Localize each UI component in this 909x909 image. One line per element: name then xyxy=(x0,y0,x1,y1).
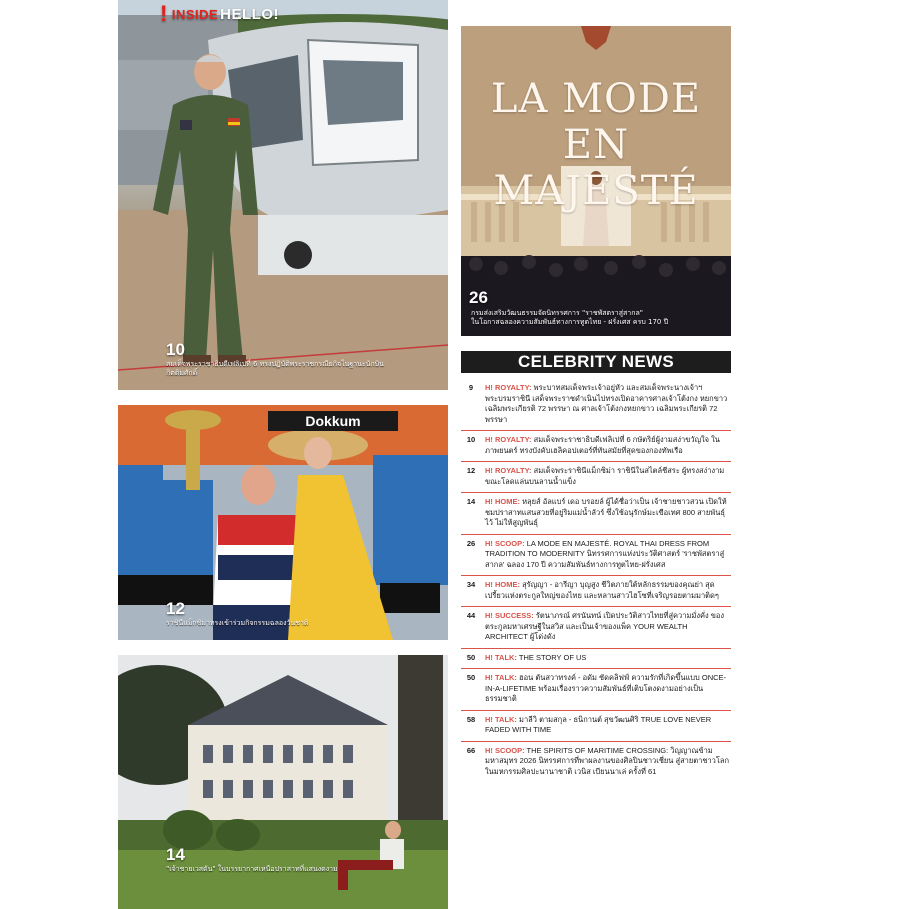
news-item[interactable] xyxy=(461,742,731,783)
news-body xyxy=(481,649,586,669)
news-page-number: 50 xyxy=(466,652,476,662)
helicopter-scene-illustration xyxy=(118,0,448,390)
news-body xyxy=(481,711,731,741)
news-text: สมเด็จพระราชาธิบดีเฟลิเปที่ 6 กษัตริย์ผู้งามสง่าขวัญใจ ในภาพยนตร์ ทรงบังคับเฮลิคอปเตอร์ที่ทันสมัยที่สุดของกองทัพเรือ xyxy=(485,435,720,455)
news-category: H! TALK: xyxy=(485,673,517,682)
news-item[interactable] xyxy=(461,576,731,607)
news-text: สุรัญญา - อารีญา บุญสูง ชีวิตภายใต้หลักธรรมของคุณย่า สุดเปรี้ยวแห่งตระกูลใหญ่ของไทย และหลานสาวไฮโซที่เจริญรอยตามมาติดๆ xyxy=(485,580,719,600)
news-item[interactable] xyxy=(461,379,731,431)
news-item[interactable] xyxy=(461,711,731,742)
news-body xyxy=(481,742,731,783)
news-category: H! SCOOP: xyxy=(485,538,525,548)
celebrity-news-list xyxy=(461,379,731,782)
news-text: LA MODE EN MAJESTÉ. ROYAL THAI DRESS FROM TRADITION TO MODERNITY นิทรรศการแห่งประวัติศาสตร์ 'ราชพัสตราสู่สากล' ฉลอง 170 ปี ความสัมพันธ์ทางการทูตไทย-ฝรั่งเศส xyxy=(485,538,725,569)
news-item[interactable] xyxy=(461,607,731,649)
photo-caption xyxy=(471,309,726,327)
photo-caption: ราชินีแม็กซิม่าทรงเข้าร่วมกิจกรรมฉลองวันชาติ xyxy=(166,619,309,627)
news-body xyxy=(481,462,731,492)
news-page-number: 9 xyxy=(468,383,474,392)
news-page-number: 50 xyxy=(466,673,476,682)
photo-chateau xyxy=(118,655,448,909)
magazine-header xyxy=(160,3,279,25)
photo-band-celebration xyxy=(118,405,448,640)
news-item[interactable] xyxy=(461,535,731,577)
news-page-number: 14 xyxy=(466,497,476,506)
news-category: H! TALK: xyxy=(485,652,517,662)
news-body xyxy=(481,379,731,430)
photo-caption-line-1: กรมส่งเสริมวัฒนธรรมจัดนิทรรศการ "ราชพัสตราสู่สากล" xyxy=(471,309,643,317)
photo-page-number: 14 xyxy=(166,845,185,864)
news-item[interactable] xyxy=(461,462,731,493)
news-body xyxy=(481,535,731,576)
photo-exhibition xyxy=(461,26,731,336)
news-text: THE STORY OF US xyxy=(518,652,587,662)
news-category: H! SUCCESS: xyxy=(485,611,534,620)
news-category: H! ROYALTY: xyxy=(485,435,532,444)
news-page-number: 44 xyxy=(466,611,476,620)
photo-helicopter-pilot xyxy=(118,0,448,390)
news-text: รัตนาภรณ์ ศรนันทน์ เปิดประวัติสาวไทยที่สู่ความมั่งคั่ง ของตระกูลมหาเศรษฐีในสวิส และเป็นเจ้าของแพ็ค YOUR WEALTH ARCHITECT ผู้โด่งดัง xyxy=(485,611,725,641)
header-brand: HELLO! xyxy=(220,5,279,23)
photo-caption-line-2: ในโอกาสฉลองความสัมพันธ์ทางการทูตไทย - ฝรั่งเศส ครบ 170 ปี xyxy=(471,318,669,326)
news-category: H! ROYALTY: xyxy=(485,383,532,392)
celebrity-news-header: CELEBRITY NEWS xyxy=(461,351,731,373)
news-body xyxy=(481,607,731,648)
header-inside: INSIDE xyxy=(171,6,219,22)
news-text: หลุยส์ อัลแบร์ เดอ บรอยล์ ผู้ได้ชื่อว่าเป็น เจ้าชายชาวสวน เปิดให้ชมปราสาทแสนสวยที่อยู่ริมแม่น้ำลัวร์ ซึ่งใช้อนุรักษ์มะเขือเทศ 800 สายพันธุ์ไว้ ไม่ให้สูญพันธุ์ xyxy=(485,497,727,527)
photo-caption: สมเด็จพระราชาธิบดีเฟลิเปที่ 6 ทรงปฏิบัติพระราชกรณียกิจในฐานะนักบินกิตติมศักดิ์ xyxy=(166,360,384,377)
exhibition-title-line-1: LA MODE xyxy=(490,76,702,122)
photo-page-number: 26 xyxy=(469,288,488,307)
news-page-number: 12 xyxy=(466,466,476,475)
news-category: H! HOME: xyxy=(485,580,520,589)
news-item[interactable] xyxy=(461,649,731,670)
dokkum-banner: Dokkum xyxy=(268,411,398,431)
exhibition-title-line-2: EN MAJESTÉ xyxy=(493,122,699,214)
news-text: มาลีวิ ตามสกุล - ธนิกานต์ สุขวัฒนศิริ TRUE LOVE NEVER FADED WITH TIME xyxy=(485,714,712,734)
news-text: THE SPIRITS OF MARITIME CROSSING: วิญญาณข้ามมหาสมุทร 2026 นิทรรศการที่พาผลงานของศิลปินชาวเชี่ยน สู่สายตาชาวโลก ในมหกรรมศิลปะนานาชาติ เวนิส เบียนนาเล่ ครั้งที่ 61 xyxy=(485,745,730,776)
news-body xyxy=(481,431,731,461)
news-page-number: 10 xyxy=(466,435,476,444)
news-item[interactable] xyxy=(461,431,731,462)
news-body xyxy=(481,669,731,710)
exhibition-title xyxy=(461,76,731,214)
photo-page-number: 10 xyxy=(166,340,185,359)
news-page-number: 66 xyxy=(466,745,476,755)
news-category: H! SCOOP: xyxy=(485,745,525,755)
news-page-number: 34 xyxy=(466,580,476,589)
photo-page-number: 12 xyxy=(166,599,185,618)
news-body xyxy=(481,493,731,534)
news-category: H! TALK: xyxy=(485,714,517,724)
header-bang: ! xyxy=(160,1,168,26)
news-item[interactable] xyxy=(461,493,731,535)
news-page-number: 58 xyxy=(466,714,476,724)
news-category: H! HOME: xyxy=(485,497,520,506)
news-page-number: 26 xyxy=(466,538,476,548)
news-text: สมเด็จพระราชินีแม็กซิม่า ราชินีในสไตล์ชีสระ ผู้ทรงสง่างามขณะโลดแล่นบนลานน้ำแข็ง xyxy=(485,466,725,486)
news-category: H! ROYALTY: xyxy=(485,466,532,475)
news-item[interactable] xyxy=(461,669,731,711)
photo-caption: "เจ้าชายเวสตัน" ในบรรยากาศเหนือปราสาทที่แสนงดงาม xyxy=(166,865,338,873)
news-text: พระบาทสมเด็จพระเจ้าอยู่หัว และสมเด็จพระนางเจ้าฯ พระบรมราชินี เสด็จพระราชดำเนินไปทรงเปิดอาคารศาลเจ้าโต้งกง หยกขาว เฉลิมพระเกียรติ 72 พรรษา ณ ศาลเจ้าโต้งกงหยกขาว เฉลิมพระเกียรติ 72 พรรษา xyxy=(485,383,728,424)
news-body xyxy=(481,576,731,606)
news-text: ฮอน ตันสวาทรงค์ - อดัม ชัดคลิฟฟ์ ความรักที่เกิดขึ้นแบบ ONCE-IN-A-LIFETIME พร้อมเรื่องราวความสัมพันธ์ที่เติบโตงดงามอย่างเป็นธรรมชาติ xyxy=(485,673,727,703)
